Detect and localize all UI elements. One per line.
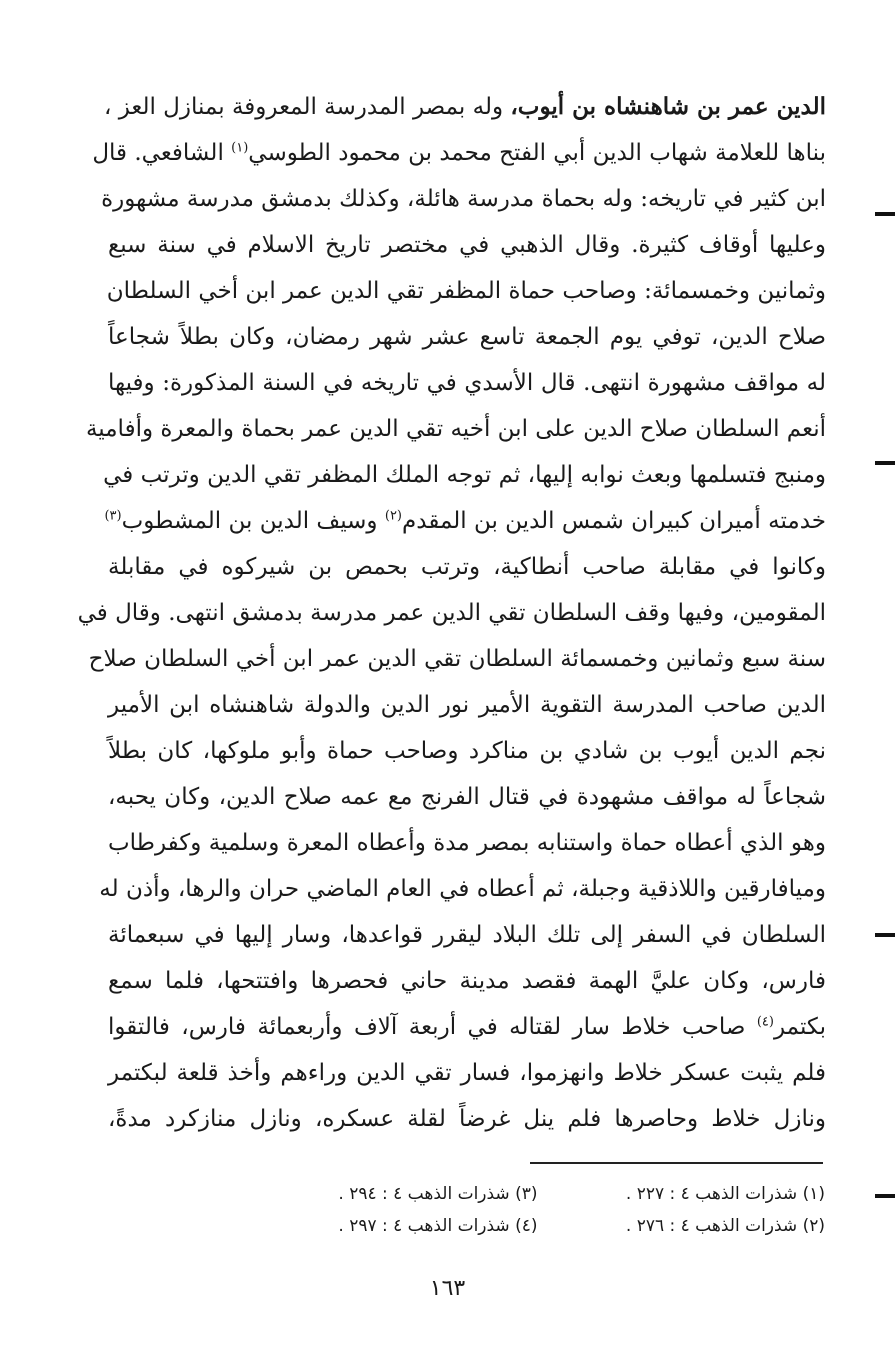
text-line-22: فلم يثبت عسكر خلاط وانهزموا، فسار تقي الدين وراءهم وأخذ قلعة لبكتمر — [108, 1060, 826, 1086]
line-text: بناها للعلامة شهاب الدين أبي الفتح محمد بن محمود الطوسي — [248, 140, 826, 166]
footnote-ref-2[interactable]: (٢) — [384, 508, 402, 524]
footnote-1: (١) شذرات الذهب ٤ : ٢٢٧ . — [625, 1184, 825, 1204]
text-line-20: فارس، وكان عليَّ الهمة فقصد مدينة حاني فحصرها وافتتحها، فلما سمع — [108, 968, 826, 994]
footnotes-block — [250, 1178, 825, 1242]
text-line-2 — [92, 130, 826, 176]
text-line-3: ابن كثير في تاريخه: وله بحماة مدرسة هائلة، وكذلك بدمشق مدرسة مشهورة — [101, 186, 826, 212]
text-line-4: وعليها أوقاف كثيرة. وقال الذهبي في مختصر تاريخ الاسلام في سنة سبع — [108, 232, 826, 258]
text-line-12: المقومين، وفيها وقف السلطان تقي الدين عمر مدرسة بدمشق انتهى. وقال في — [77, 600, 826, 626]
text-line-19: السلطان في السفر إلى تلك البلاد ليقرر قواعدها، وسار إليها في سبعمائة — [108, 922, 826, 948]
line-text: وسيف الدين بن المشطوب — [121, 508, 385, 534]
text-line-16: شجاعاً له مواقف مشهودة في قتال الفرنج مع عمه صلاح الدين، وكان يحبه، — [108, 784, 826, 810]
footnote-ref-4[interactable]: (٤) — [756, 1014, 774, 1030]
text-line-21 — [108, 1004, 826, 1050]
bold-heading-name: الدين عمر بن شاهنشاه بن أيوب، — [510, 93, 826, 120]
scan-margin-mark — [875, 1194, 895, 1198]
scan-margin-mark — [875, 461, 895, 465]
text-line-7: له مواقف مشهورة انتهى. قال الأسدي في تاريخه في السنة المذكورة: وفيها — [108, 370, 826, 396]
text-line-9: ومنبج فتسلمها وبعث نوابه إليها، ثم توجه الملك المظفر تقي الدين وترتب في — [103, 462, 826, 488]
text-line-11: وكانوا في مقابلة صاحب أنطاكية، وترتب بحمص بن شيركوه في مقابلة — [108, 554, 826, 580]
footnote-row — [250, 1178, 825, 1210]
footnote-separator — [530, 1162, 823, 1164]
footnote-3: (٣) شذرات الذهب ٤ : ٢٩٤ . — [338, 1184, 538, 1204]
scan-margin-mark — [875, 933, 895, 937]
line-text: الشافعي. قال — [92, 140, 232, 166]
text-line-1 — [103, 84, 826, 130]
line-text: خدمته أميران كبيران شمس الدين بن المقدم — [402, 508, 826, 534]
text-line-18: وميافارقين واللاذقية وجبلة، ثم أعطاه في العام الماضي حران والرها، وأذن له — [99, 876, 826, 902]
footnote-2: (٢) شذرات الذهب ٤ : ٢٧٦ . — [625, 1216, 825, 1236]
text-line-5: وثمانين وخمسمائة: وصاحب حماة المظفر تقي الدين عمر ابن أخي السلطان — [106, 278, 826, 304]
text-line-10 — [104, 498, 826, 544]
scan-margin-mark — [875, 212, 895, 216]
text-line-13: سنة سبع وثمانين وخمسمائة السلطان تقي الدين عمر ابن أخي السلطان صلاح — [88, 646, 826, 672]
line-text: بكتمر — [773, 1014, 826, 1040]
text-line-8: أنعم السلطان صلاح الدين على ابن أخيه تقي الدين عمر بحماة والمعرة وأفامية — [85, 416, 826, 442]
footnote-ref-1[interactable]: (١) — [231, 140, 249, 156]
text-line-17: وهو الذي أعطاه حماة واستنابه بمصر مدة وأعطاه المعرة وسلمية وكفرطاب — [108, 830, 826, 856]
footnote-ref-3[interactable]: (٣) — [104, 508, 122, 524]
footnote-row — [250, 1210, 825, 1242]
text-line-14: الدين صاحب المدرسة التقوية الأمير نور الدين والدولة شاهنشاه ابن الأمير — [108, 692, 826, 718]
main-text-block — [77, 84, 826, 1142]
text-line-23: ونازل خلاط وحاصرها فلم ينل غرضاً لقلة عسكره، ونازل منازكرد مدةً، — [108, 1106, 826, 1132]
line-text: صاحب خلاط سار لقتاله في أربعة آلاف وأربعمائة فارس، فالتقوا — [108, 1014, 757, 1040]
footnote-4: (٤) شذرات الذهب ٤ : ٢٩٧ . — [338, 1216, 538, 1236]
page-number: ١٦٣ — [429, 1276, 466, 1301]
line-text: وله بمصر المدرسة المعروفة بمنازل العز ، — [103, 94, 511, 120]
text-line-6: صلاح الدين، توفي يوم الجمعة تاسع عشر شهر رمضان، وكان بطلاً شجاعاً — [108, 324, 826, 350]
text-line-15: نجم الدين أيوب بن شادي بن مناكرد وصاحب حماة وأبو ملوكها، كان بطلاً — [108, 738, 826, 764]
